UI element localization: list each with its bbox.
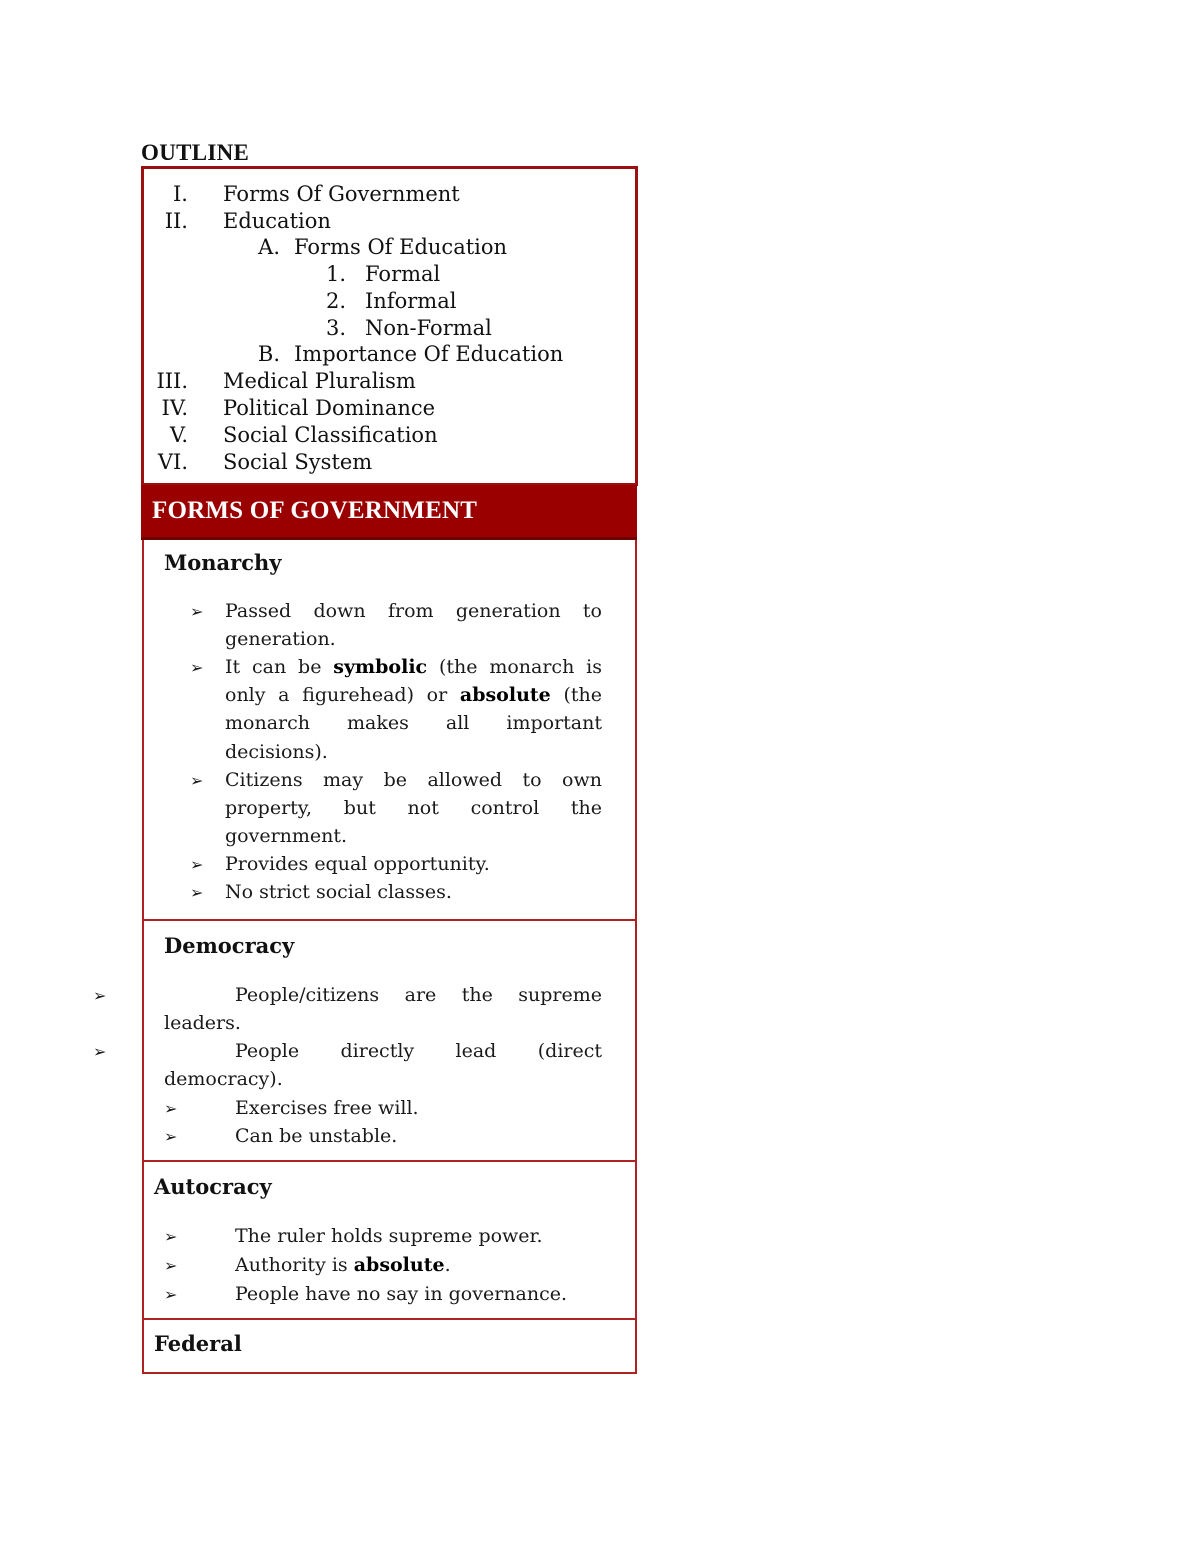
card-title: Democracy <box>164 933 295 958</box>
emphasis-absolute: absolute <box>459 684 551 707</box>
list-item <box>190 878 602 906</box>
card-title: Autocracy <box>154 1174 272 1199</box>
outline-item-text: Political Dominance <box>223 396 436 420</box>
text-run: People directly lead (direct democracy). <box>164 1040 602 1091</box>
list-item <box>190 597 602 653</box>
list-item <box>164 1122 602 1150</box>
text-run: It can be <box>225 656 334 678</box>
list-item <box>164 1251 602 1279</box>
bullet-text <box>235 1251 602 1279</box>
arrowhead-bullet-icon: ➢ <box>164 1099 178 1118</box>
arrowhead-bullet-icon: ➢ <box>190 771 204 790</box>
text-run: Authority is <box>235 1254 354 1276</box>
federal-card <box>142 1320 637 1374</box>
bullet-text <box>93 981 602 1037</box>
bullet-text: Exercises free will. <box>235 1097 419 1119</box>
list-item <box>164 1094 602 1122</box>
outline-item-text: Forms Of Government <box>223 182 460 206</box>
text-run: People/citizens are the supreme leaders. <box>164 984 602 1035</box>
list-item <box>93 1037 602 1093</box>
bullet-text: No strict social classes. <box>225 881 452 903</box>
outline-item-text: Informal <box>365 289 457 313</box>
bullet-text: People have no say in governance. <box>235 1283 568 1305</box>
arrowhead-bullet-icon: ➢ <box>190 658 204 677</box>
arrowhead-bullet-icon: ➢ <box>190 855 204 874</box>
emphasis-absolute: absolute <box>353 1254 445 1276</box>
outline-item-number: IV. <box>161 396 188 420</box>
outline-item-text: Education <box>223 209 331 233</box>
autocracy-card <box>142 1162 637 1320</box>
outline-item-number: III. <box>156 369 188 393</box>
outline-item-text: Medical Pluralism <box>223 369 416 393</box>
bullet-text <box>225 653 602 766</box>
outline-item-text: Formal <box>365 262 441 286</box>
list-item <box>164 1280 602 1308</box>
outline-item-number: VI. <box>157 450 188 474</box>
section-title: FORMS OF GOVERNMENT <box>152 497 478 524</box>
outline-item-number: B. <box>257 342 280 366</box>
list-item <box>190 766 602 851</box>
emphasis-symbolic: symbolic <box>333 656 428 678</box>
outline-heading: OUTLINE <box>141 140 250 165</box>
outline-item-number: 1. <box>325 262 346 286</box>
bullet-text: Passed down from generation to generation. <box>225 600 602 651</box>
arrowhead-bullet-icon: ➢ <box>190 883 204 902</box>
outline-item-text: Non-Formal <box>365 316 492 340</box>
list-item <box>190 850 602 878</box>
list-item <box>164 1222 602 1250</box>
arrowhead-bullet-icon: ➢ <box>93 986 107 1005</box>
arrowhead-bullet-icon: ➢ <box>164 1127 178 1146</box>
arrowhead-bullet-icon: ➢ <box>190 602 204 621</box>
outline-item-number: A. <box>258 235 280 259</box>
card-title: Monarchy <box>164 550 282 575</box>
text-run: (the monarch makes all important decisions). <box>225 684 602 763</box>
outline-item-number: 2. <box>325 289 346 313</box>
arrowhead-bullet-icon: ➢ <box>93 1042 107 1061</box>
outline-item-text: Social System <box>223 450 373 474</box>
outline-item-number: V. <box>169 423 188 447</box>
outline-item-number: 3. <box>325 316 346 340</box>
outline-item-text: Importance Of Education <box>294 342 564 366</box>
outline-item-text: Forms Of Education <box>294 235 508 259</box>
outline-item-number: I. <box>173 182 188 206</box>
bullet-text: Provides equal opportunity. <box>225 853 490 875</box>
section-header-bar <box>141 485 637 540</box>
bullet-text: Can be unstable. <box>235 1125 398 1147</box>
arrowhead-bullet-icon: ➢ <box>164 1285 178 1304</box>
arrowhead-bullet-icon: ➢ <box>164 1227 178 1246</box>
arrowhead-bullet-icon: ➢ <box>164 1256 178 1275</box>
outline-item-number: II. <box>164 209 188 233</box>
text-run: (the monarch is only a figurehead) or <box>225 656 602 707</box>
text-run: . <box>444 1254 451 1276</box>
bullet-text: Citizens may be allowed to own property, but not control the government. <box>225 769 602 848</box>
monarchy-card <box>142 540 637 921</box>
democracy-card <box>93 921 637 1162</box>
list-item <box>93 981 602 1037</box>
bullet-text: The ruler holds supreme power. <box>235 1225 543 1247</box>
list-item <box>190 653 602 766</box>
outline-item-text: Social Classification <box>223 423 438 447</box>
card-title: Federal <box>154 1331 242 1356</box>
bullet-text <box>93 1037 602 1093</box>
